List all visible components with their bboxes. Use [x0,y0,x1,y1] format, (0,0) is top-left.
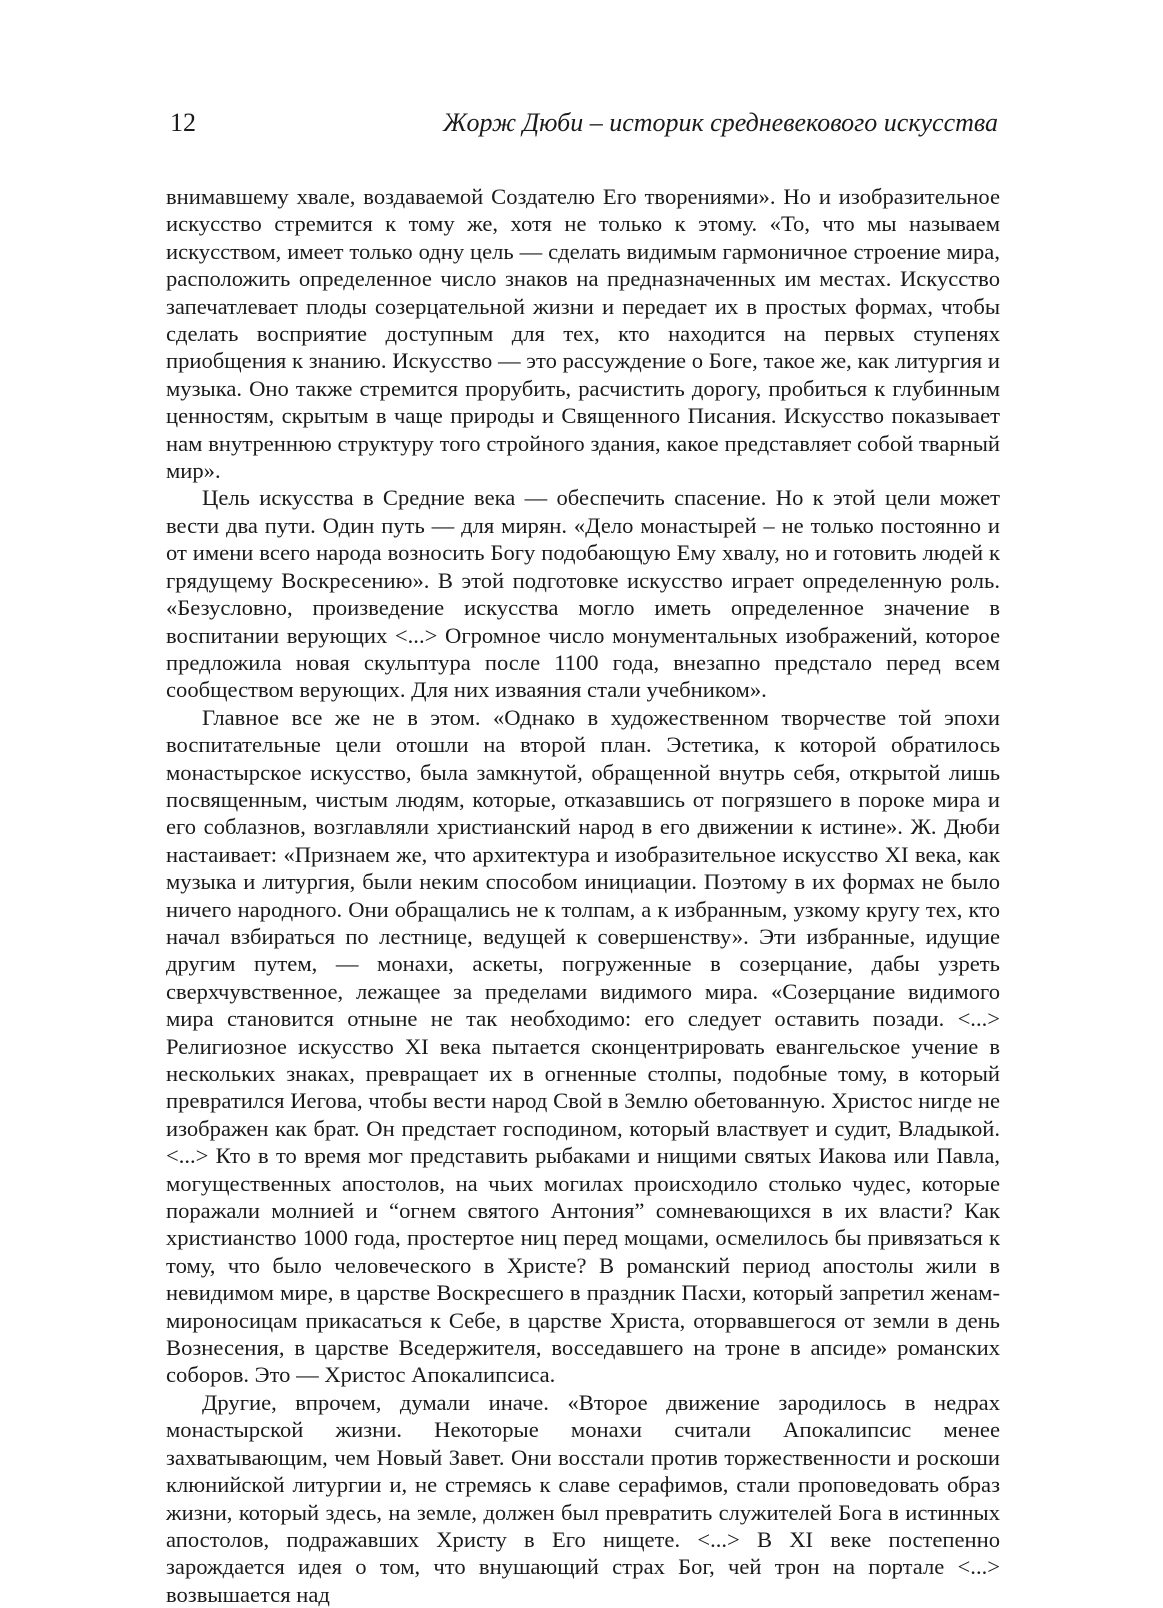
running-head [168,108,1000,148]
paragraph: Главное все же не в этом. «Однако в художественном творчестве той эпохи воспитательные цели отошли на второй план. Эстетика, к которой обратилось монастырское искусство, была замкнутой, обращенной внутрь себя, открытой лишь посвященным, чистым людям, которые, отказавшись от погрязшего в пороке мира и его соблазнов, возглавляли христианский народ в его движении к истине». Ж. Дюби настаивает: «Признаем же, что архитектура и изобразительное искусство XI века, как музыка и литургия, были неким способом инициации. Поэтому в их формах не было ничего народного. Они обращались не к толпам, а к избранным, узкому кругу тех, кто начал взбираться по лестнице, ведущей к совершенству». Эти избранные, идущие другим путем, — монахи, аскеты, погруженные в созерцание, дабы узреть сверхчувственное, лежащее за пределами видимого мира. «Созерцание видимого мира становится отныне не так необходимо: его следует оставить позади. <...> Религиозное искусство XI века пытается сконцентрировать евангельское учение в нескольких знаках, превращает их в огненные столпы, подобные тому, в который превратился Иегова, чтобы вести народ Свой в Землю обетованную. Христос нигде не изображен как брат. Он предстает господином, который властвует и судит, Владыкой. <...> Кто в то время мог представить рыбаками и нищими святых Иакова или Павла, могущественных апостолов, на чьих могилах происходило столько чудес, которые поражали молнией и “огнем святого Антония” сомневающихся в их власти? Как христианство 1000 года, простертое ниц перед мощами, осмелилось бы привязаться к тому, что было человеческого в Христе? В романский период апостолы жили в невидимом мире, в царстве Воскресшего в праздник Пасхи, который запретил женам-мироносицам прикасаться к Себе, в царстве Христа, оторвавшегося от земли в день Вознесения, в царстве Вседержителя, восседавшего на троне в апсиде» романских соборов. Это — Христос Апокалипсиса. [166,704,1000,1388]
page-number: 12 [170,108,196,137]
body-text [166,183,1000,1608]
paragraph: Другие, впрочем, думали иначе. «Второе движение зародилось в недрах монастырской жизни. Некоторые монахи считали Апокалипсис менее захватывающим, чем Новый Завет. Они восстали против торжественности и роскоши клюнийской литургии и, не стремясь к славе серафимов, стали проповедовать образ жизни, который здесь, на земле, должен был превратить служителей Бога в истинных апостолов, подражавших Христу в Его нищете. <...> В XI веке постепенно зарождается идея о том, что внушающий страх Бог, чей трон на портале <...> возвышается над [166,1389,1000,1607]
running-head-title: Жорж Дюби – историк средневекового искусства [443,108,998,137]
paragraph-continued: внимавшему хвале, воздаваемой Создателю Его творениями». Но и изобразительное искусство стремится к тому же, хотя не только к этому. «То, что мы называем искусством, имеет только одну цель — сделать видимым гармоничное строение мира, расположить определенное число знаков на предназначенных им местах. Искусство запечатлевает плоды созерцательной жизни и передает их в простых формах, чтобы сделать восприятие доступным для тех, кто находится на первых ступенях приобщения к знанию. Искусство — это рассуждение о Боге, такое же, как литургия и музыка. Оно также стремится прорубить, расчистить дорогу, пробиться к глубинным ценностям, скрытым в чаще природы и Священного Писания. Искусство показывает нам внутреннюю структуру того стройного здания, какое представляет собой тварный мир». [166,184,1000,484]
paragraph: Цель искусства в Средние века — обеспечить спасение. Но к этой цели может вести два пути. Один путь — для мирян. «Дело монастырей – не только постоянно и от имени всего народа возносить Богу подобающую Ему хвалу, но и готовить людей к грядущему Воскресению». В этой подготовке искусство играет определенную роль. «Безусловно, произведение искусства могло иметь определенное значение в воспитании верующих <...> Огромное число монументальных изображений, которое предложила новая скульптура после 1100 года, внезапно предстало перед всем сообществом верующих. Для них изваяния стали учебником». [166,485,1000,703]
